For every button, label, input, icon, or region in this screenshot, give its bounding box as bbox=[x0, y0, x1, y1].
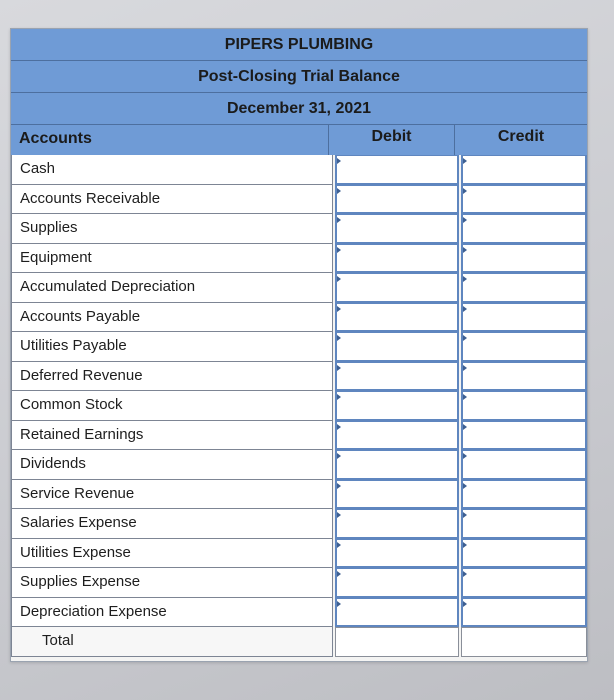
credit-column-header: Credit bbox=[455, 125, 587, 155]
debit-input[interactable] bbox=[335, 332, 459, 362]
credit-input[interactable] bbox=[461, 214, 587, 244]
debit-input[interactable] bbox=[335, 214, 459, 244]
account-name: Supplies Expense bbox=[11, 568, 333, 598]
debit-input[interactable] bbox=[335, 273, 459, 303]
account-name: Cash bbox=[11, 155, 333, 185]
table-row bbox=[11, 362, 587, 392]
table-row bbox=[11, 303, 587, 333]
account-name: Dividends bbox=[11, 450, 333, 480]
credit-input[interactable] bbox=[461, 391, 587, 421]
debit-input[interactable] bbox=[335, 509, 459, 539]
credit-input[interactable] bbox=[461, 185, 587, 215]
credit-input[interactable] bbox=[461, 450, 587, 480]
credit-input[interactable] bbox=[461, 539, 587, 569]
account-name: Service Revenue bbox=[11, 480, 333, 510]
account-name: Supplies bbox=[11, 214, 333, 244]
company-name: PIPERS PLUMBING bbox=[11, 29, 587, 61]
credit-input[interactable] bbox=[461, 509, 587, 539]
credit-input[interactable] bbox=[461, 598, 587, 628]
table-row bbox=[11, 450, 587, 480]
debit-input[interactable] bbox=[335, 480, 459, 510]
table-row bbox=[11, 539, 587, 569]
debit-input[interactable] bbox=[335, 155, 459, 185]
account-name: Utilities Expense bbox=[11, 539, 333, 569]
credit-input[interactable] bbox=[461, 155, 587, 185]
debit-input[interactable] bbox=[335, 362, 459, 392]
account-name: Equipment bbox=[11, 244, 333, 274]
debit-input[interactable] bbox=[335, 450, 459, 480]
debit-input[interactable] bbox=[335, 539, 459, 569]
total-row bbox=[11, 627, 587, 657]
debit-input[interactable] bbox=[335, 303, 459, 333]
account-name: Accounts Payable bbox=[11, 303, 333, 333]
table-row bbox=[11, 421, 587, 451]
table-row bbox=[11, 214, 587, 244]
table-row bbox=[11, 273, 587, 303]
account-name: Utilities Payable bbox=[11, 332, 333, 362]
account-name: Retained Earnings bbox=[11, 421, 333, 451]
accounts-column-header: Accounts bbox=[11, 125, 329, 155]
total-label: Total bbox=[11, 627, 333, 657]
table-row bbox=[11, 185, 587, 215]
account-name: Salaries Expense bbox=[11, 509, 333, 539]
account-name: Deferred Revenue bbox=[11, 362, 333, 392]
debit-input[interactable] bbox=[335, 598, 459, 628]
debit-input[interactable] bbox=[335, 391, 459, 421]
statement-date: December 31, 2021 bbox=[11, 93, 587, 125]
table-row bbox=[11, 509, 587, 539]
debit-input[interactable] bbox=[335, 568, 459, 598]
account-name: Depreciation Expense bbox=[11, 598, 333, 628]
column-header-row bbox=[11, 125, 587, 155]
table-row bbox=[11, 598, 587, 628]
credit-input[interactable] bbox=[461, 332, 587, 362]
total-credit-cell bbox=[461, 627, 587, 657]
accounts-table bbox=[11, 155, 587, 657]
debit-column-header: Debit bbox=[329, 125, 455, 155]
account-name: Accumulated Depreciation bbox=[11, 273, 333, 303]
statement-title: Post-Closing Trial Balance bbox=[11, 61, 587, 93]
credit-input[interactable] bbox=[461, 244, 587, 274]
credit-input[interactable] bbox=[461, 480, 587, 510]
table-row bbox=[11, 244, 587, 274]
credit-input[interactable] bbox=[461, 568, 587, 598]
total-debit-cell bbox=[335, 627, 459, 657]
table-row bbox=[11, 332, 587, 362]
table-row bbox=[11, 155, 587, 185]
debit-input[interactable] bbox=[335, 185, 459, 215]
credit-input[interactable] bbox=[461, 362, 587, 392]
table-row bbox=[11, 391, 587, 421]
credit-input[interactable] bbox=[461, 303, 587, 333]
credit-input[interactable] bbox=[461, 421, 587, 451]
table-row bbox=[11, 568, 587, 598]
debit-input[interactable] bbox=[335, 244, 459, 274]
account-name: Common Stock bbox=[11, 391, 333, 421]
account-name: Accounts Receivable bbox=[11, 185, 333, 215]
credit-input[interactable] bbox=[461, 273, 587, 303]
debit-input[interactable] bbox=[335, 421, 459, 451]
table-row bbox=[11, 480, 587, 510]
trial-balance-worksheet bbox=[10, 28, 588, 662]
